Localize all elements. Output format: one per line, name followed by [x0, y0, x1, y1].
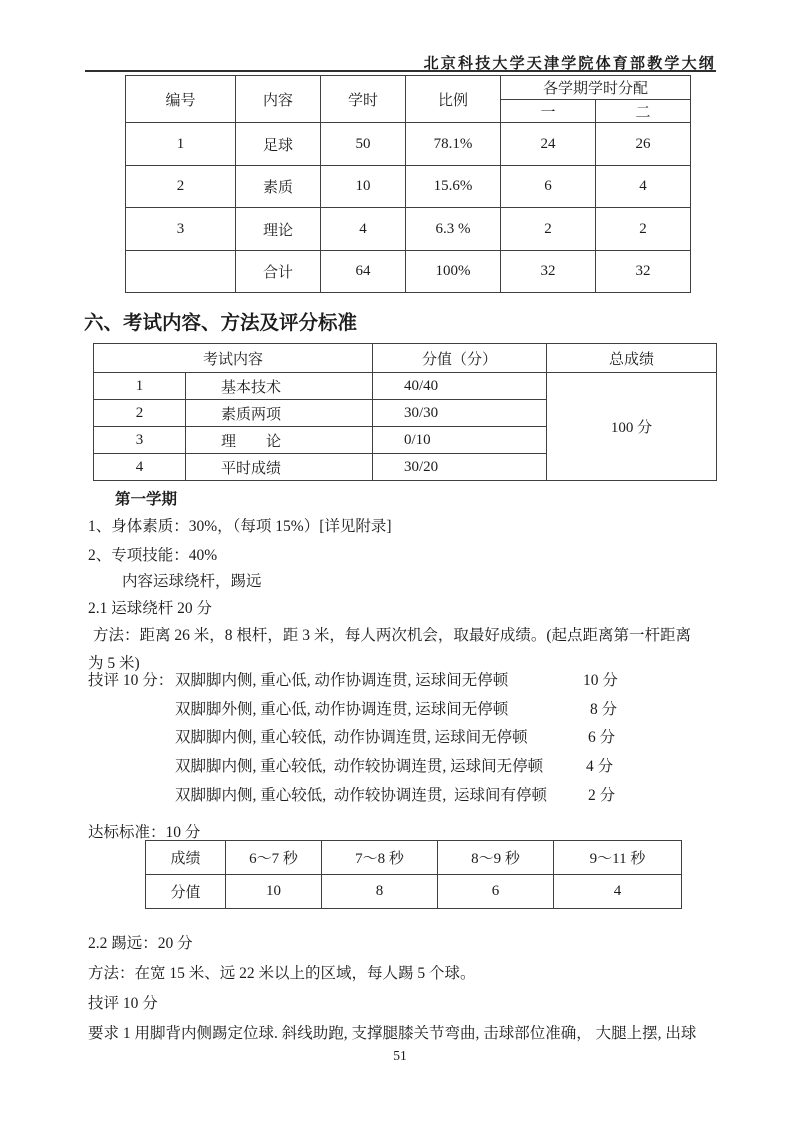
jiping-label: 技评 10 分： — [88, 672, 174, 689]
t1-cell: 足球 — [236, 123, 321, 166]
t1-cell: 2 — [596, 208, 691, 251]
t1-cell: 6.3 % — [406, 208, 501, 251]
page-header-title: 北京科技大学天津学院体育部教学大纲 — [423, 56, 716, 72]
t1-header-sem2: 二 — [596, 100, 691, 123]
t1-header-number: 编号 — [126, 76, 236, 123]
t1-cell: 理论 — [236, 208, 321, 251]
kick-method-line: 方法：在宽 15 米、远 22 米以上的区域，每人踢 5 个球。 — [88, 965, 476, 982]
semester-heading: 第一学期 — [115, 491, 178, 508]
t1-cell: 3 — [126, 208, 236, 251]
standard-heading: 达标标准：10 分 — [88, 824, 201, 841]
t1-cell: 15.6% — [406, 166, 501, 208]
standard-score-table — [145, 840, 682, 909]
kick-jiping-line: 技评 10 分 — [88, 995, 158, 1012]
t2-cell-name: 平时成绩 — [186, 454, 373, 481]
t1-cell: 素质 — [236, 166, 321, 208]
dribble-heading: 2.1 运球绕杆 20 分 — [88, 600, 213, 617]
t3-cell: 6～7 秒 — [226, 841, 322, 875]
page-number: 51 — [393, 1048, 407, 1063]
t2-cell-no: 4 — [94, 454, 186, 481]
requirement-line: 要求 1 用脚背内侧踢定位球. 斜线助跑, 支撑腿膝关节弯曲, 击球部位准确， 大腿上摆, 出球 — [88, 1025, 697, 1042]
jiping-score: 6 分 — [588, 729, 616, 746]
t3-cell: 分值 — [146, 875, 226, 909]
dribble-method-line2: 为 5 米) — [88, 655, 140, 672]
t1-cell: 1 — [126, 123, 236, 166]
t1-cell: 26 — [596, 123, 691, 166]
t2-cell-name: 素质两项 — [186, 400, 373, 427]
t3-cell: 6 — [438, 875, 554, 909]
t1-header-ratio: 比例 — [406, 76, 501, 123]
section-title: 六、考试内容、方法及评分标准 — [84, 313, 358, 334]
jiping-text: 双脚脚内侧, 重心较低, 动作较协调连贯, 运球间无停顿 — [175, 758, 544, 775]
t3-cell: 10 — [226, 875, 322, 909]
t1-header-group: 各学期学时分配 — [501, 76, 691, 100]
t1-cell: 10 — [321, 166, 406, 208]
jiping-text: 双脚脚外侧, 重心低, 动作协调连贯, 运球间无停顿 — [175, 701, 509, 718]
t2-header-total: 总成绩 — [547, 344, 717, 373]
jiping-score: 8 分 — [590, 701, 618, 718]
t1-cell: 78.1% — [406, 123, 501, 166]
header-rule — [85, 70, 716, 72]
t2-cell-total: 100 分 — [547, 373, 717, 481]
kick-heading: 2.2 踢远：20 分 — [88, 935, 193, 952]
t1-cell: 64 — [321, 251, 406, 293]
t2-cell-score: 30/30 — [373, 400, 547, 427]
t1-cell: 100% — [406, 251, 501, 293]
jiping-text: 双脚脚内侧, 重心低, 动作协调连贯, 运球间无停顿 — [175, 672, 509, 689]
jiping-score: 4 分 — [586, 758, 614, 775]
body-quality-line: 1、身体素质：30%，（每项 15%）[详见附录] — [88, 518, 392, 535]
t1-header-hours: 学时 — [321, 76, 406, 123]
exam-score-table — [93, 343, 717, 481]
t2-header-content: 考试内容 — [94, 344, 373, 373]
content-line: 内容运球绕杆，踢远 — [122, 573, 262, 590]
t2-cell-score: 40/40 — [373, 373, 547, 400]
t3-cell: 8 — [322, 875, 438, 909]
t3-cell: 4 — [554, 875, 682, 909]
t3-cell: 8～9 秒 — [438, 841, 554, 875]
t2-cell-name: 理 论 — [186, 427, 373, 454]
t2-cell-score: 30/20 — [373, 454, 547, 481]
jiping-text: 双脚脚内侧, 重心较低, 动作较协调连贯, 运球间有停顿 — [175, 787, 548, 804]
t1-cell: 2 — [501, 208, 596, 251]
t2-cell-no: 2 — [94, 400, 186, 427]
jiping-text: 双脚脚内侧, 重心较低, 动作协调连贯, 运球间无停顿 — [175, 729, 528, 746]
t1-cell — [126, 251, 236, 293]
t2-cell-no: 3 — [94, 427, 186, 454]
dribble-method-line1: 方法：距离 26 米，8 根杆，距 3 米，每人两次机会，取最好成绩。(起点距离第一杆距离 — [93, 627, 692, 644]
t1-cell: 32 — [596, 251, 691, 293]
t1-header-content: 内容 — [236, 76, 321, 123]
t2-cell-score: 0/10 — [373, 427, 547, 454]
t1-cell: 合计 — [236, 251, 321, 293]
jiping-score: 2 分 — [588, 787, 616, 804]
t1-header-sem1: 一 — [501, 100, 596, 123]
t3-cell: 7～8 秒 — [322, 841, 438, 875]
t1-cell: 24 — [501, 123, 596, 166]
special-skill-line: 2、专项技能：40% — [88, 547, 218, 564]
t1-cell: 32 — [501, 251, 596, 293]
hours-allocation-table — [125, 75, 691, 293]
t1-cell: 50 — [321, 123, 406, 166]
t3-cell: 9～11 秒 — [554, 841, 682, 875]
t2-cell-no: 1 — [94, 373, 186, 400]
t3-cell: 成绩 — [146, 841, 226, 875]
t1-cell: 4 — [596, 166, 691, 208]
jiping-score: 10 分 — [583, 672, 618, 689]
t1-cell: 4 — [321, 208, 406, 251]
t2-cell-name: 基本技术 — [186, 373, 373, 400]
t2-header-score: 分值（分） — [373, 344, 547, 373]
t1-cell: 6 — [501, 166, 596, 208]
t1-cell: 2 — [126, 166, 236, 208]
